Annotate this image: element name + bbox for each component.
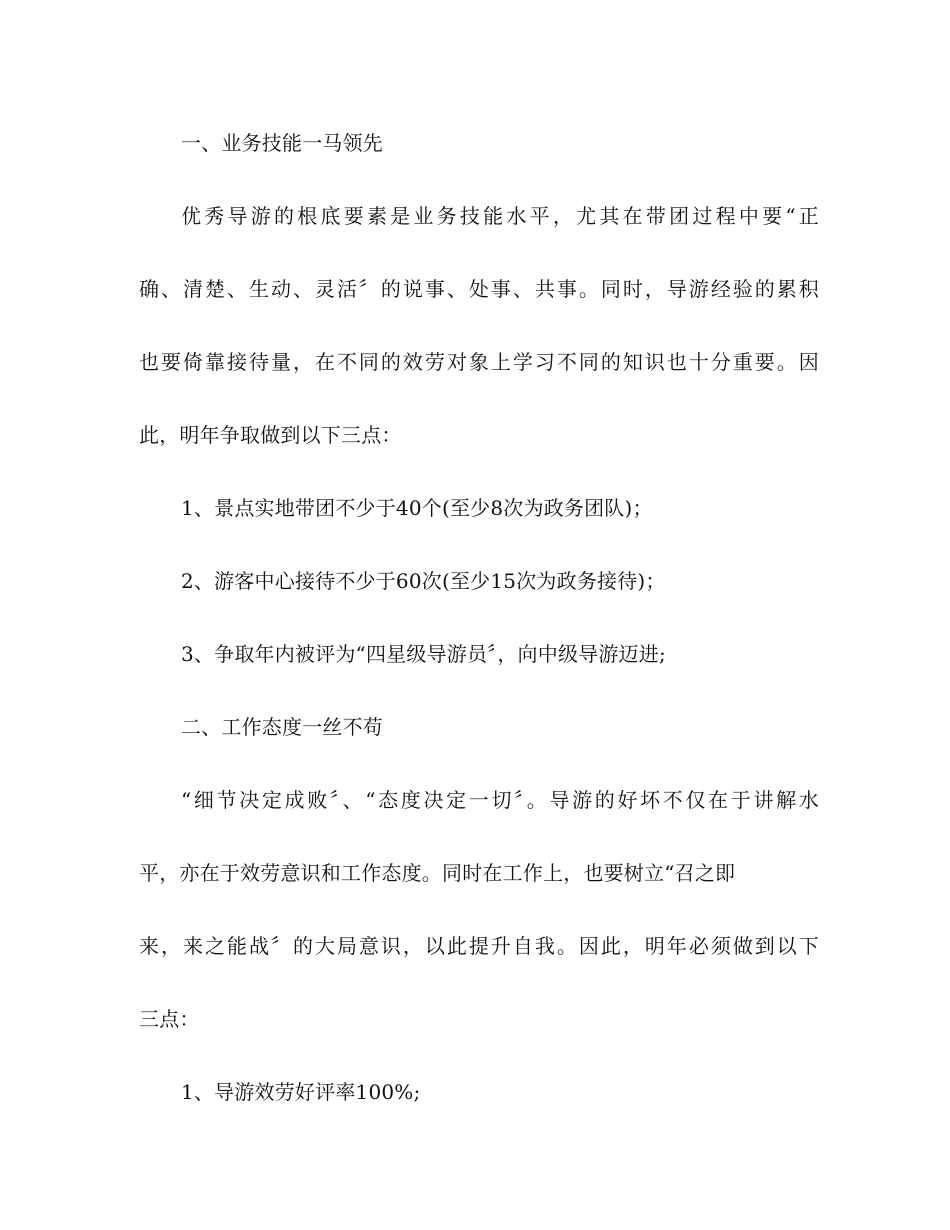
list-item: 1、景点实地带团不少于40个(至少8次为政务团队)；	[181, 496, 653, 520]
paragraph-line: 也要倚靠接待量，在不同的效劳对象上学习不同的知识也十分重要。因	[139, 350, 819, 374]
paragraph-line: 平，亦在于效劳意识和工作态度。同时在工作上，也要树立“召之即	[139, 861, 736, 885]
list-item: 3、争取年内被评为“四星级导游员〞，向中级导游迈进;	[181, 642, 666, 666]
list-item: 1、导游效劳好评率100%;	[181, 1080, 421, 1104]
paragraph-line: 确、清楚、生动、灵活〞的说事、处事、共事。同时，导游经验的累积	[139, 277, 819, 301]
paragraph-line: 优秀导游的根底要素是业务技能水平，尤其在带团过程中要“正	[181, 204, 819, 228]
paragraph-line: “细节决定成败〞、“态度决定一切〞。导游的好坏不仅在于讲解水	[181, 788, 819, 812]
section-heading-work-attitude: 二、工作态度一丝不苟	[181, 715, 383, 739]
paragraph-line: 此，明年争取做到以下三点：	[139, 423, 402, 447]
paragraph-line: 来，来之能战〞的大局意识，以此提升自我。因此，明年必须做到以下	[139, 934, 819, 958]
list-item: 2、游客中心接待不少于60次(至少15次为政务接待)；	[181, 569, 666, 593]
section-heading-business-skills: 一、业务技能一马领先	[181, 131, 383, 155]
paragraph-line: 三点：	[139, 1007, 200, 1031]
